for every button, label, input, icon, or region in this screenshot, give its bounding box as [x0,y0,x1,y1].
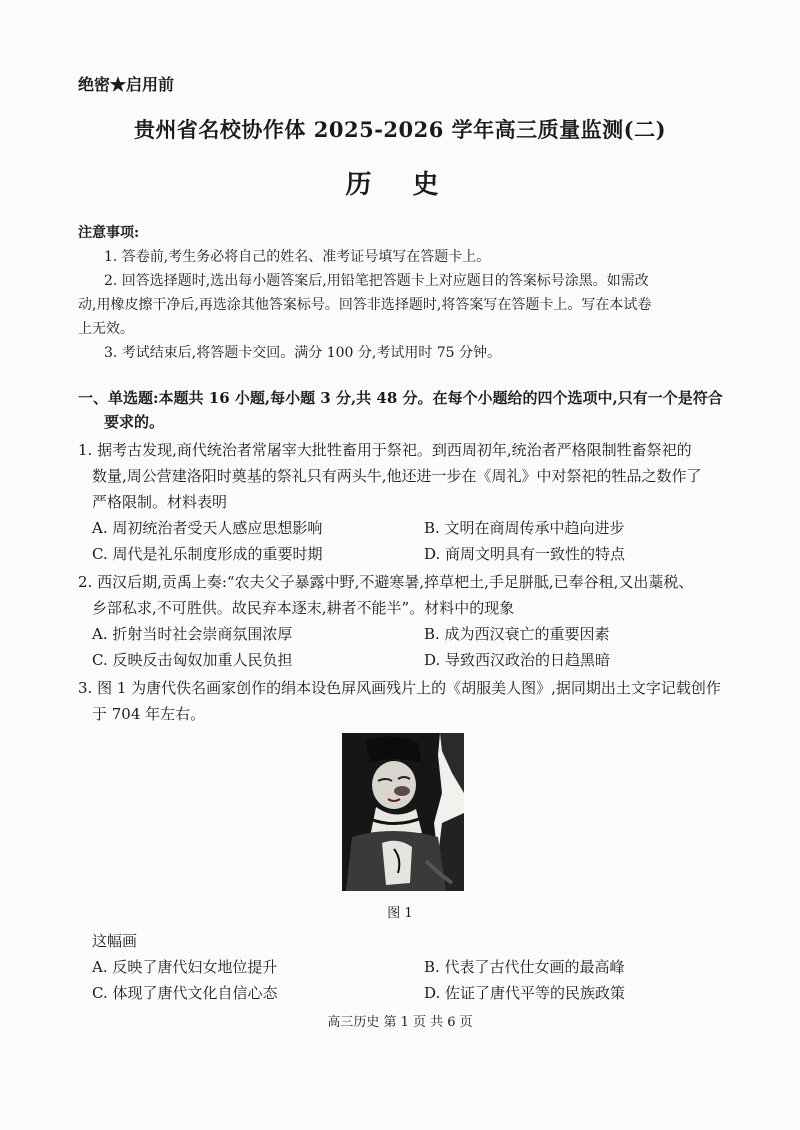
note-line: 2. 回答选择题时,选出每小题答案后,用铅笔把答题卡上对应题目的答案标号涂黑。如需改 [104,273,649,289]
notes-heading: 注意事项: [78,225,140,241]
page-footer: 高三历史 第 1 页 共 6 页 [327,1015,473,1030]
question-2-line: 2. 西汉后期,贡禹上奏:“农夫父子暴露中野,不避寒暑,捽草杷土,手足胼胝,已奉谷租,又出藁税、 [78,573,694,591]
question-3-option-d: D. 佐证了唐代平等的民族政策 [424,984,626,1002]
note-line: 3. 考试结束后,将答题卡交回。满分 100 分,考试用时 75 分钟。 [104,345,502,361]
question-2-option-d: D. 导致西汉政治的日趋黑暗 [424,651,611,669]
question-1-option-d: D. 商周文明具有一致性的特点 [424,545,626,563]
question-1-line: 严格限制。材料表明 [92,493,228,511]
question-2-line: 乡部私求,不可胜供。故民弃本逐末,耕者不能半”。材料中的现象 [92,599,515,617]
question-3-line: 于 704 年左右。 [92,705,206,723]
question-3-option-b: B. 代表了古代仕女画的最高峰 [424,958,625,976]
question-1-option-b: B. 文明在商周传承中趋向进步 [424,519,625,537]
question-3-stem-end: 这幅画 [92,932,138,950]
question-1-option-c: C. 周代是礼乐制度形成的重要时期 [92,545,323,563]
section-heading-cont: 要求的。 [104,413,165,431]
question-2-option-a: A. 折射当时社会崇商氛围浓厚 [92,625,293,643]
painting-figure [342,733,464,891]
exam-title: 贵州省名校协作体 2025-2026 学年高三质量监测(二) [133,117,667,142]
subject-title: 历 史 [345,170,455,200]
figure-caption: 图 1 [387,906,413,921]
question-3-option-a: A. 反映了唐代妇女地位提升 [92,958,278,976]
question-1-line: 数量,周公营建洛阳时奠基的祭礼只有两头牛,他还进一步在《周礼》中对祭祀的牲品之数作了 [92,467,702,485]
question-2-option-c: C. 反映反击匈奴加重人民负担 [92,651,293,669]
question-2-option-b: B. 成为西汉衰亡的重要因素 [424,625,610,643]
note-line: 1. 答卷前,考生务必将自己的姓名、准考证号填写在答题卡上。 [104,249,491,265]
confidential-mark: 绝密★启用前 [78,75,175,94]
question-1-line: 1. 据考古发现,商代统治者常屠宰大批牲畜用于祭祀。到西周初年,统治者严格限制牲畜祭祀的 [78,441,692,459]
section-heading: 一、单选题:本题共 16 小题,每小题 3 分,共 48 分。在每个小题给的四个选项中,只有一个是符合 [78,389,723,407]
question-3-line: 3. 图 1 为唐代佚名画家创作的绢本设色屏风画残片上的《胡服美人图》,据同期出土文字记载创作 [78,679,721,697]
question-3-option-c: C. 体现了唐代文化自信心态 [92,984,278,1002]
question-1-option-a: A. 周初统治者受天人感应思想影响 [92,519,323,537]
hufu-beauty-painting-image [342,733,464,891]
note-line: 上无效。 [78,321,134,337]
note-line: 动,用橡皮擦干净后,再选涂其他答案标号。回答非选择题时,将答案写在答题卡上。写在本试卷 [78,297,652,313]
